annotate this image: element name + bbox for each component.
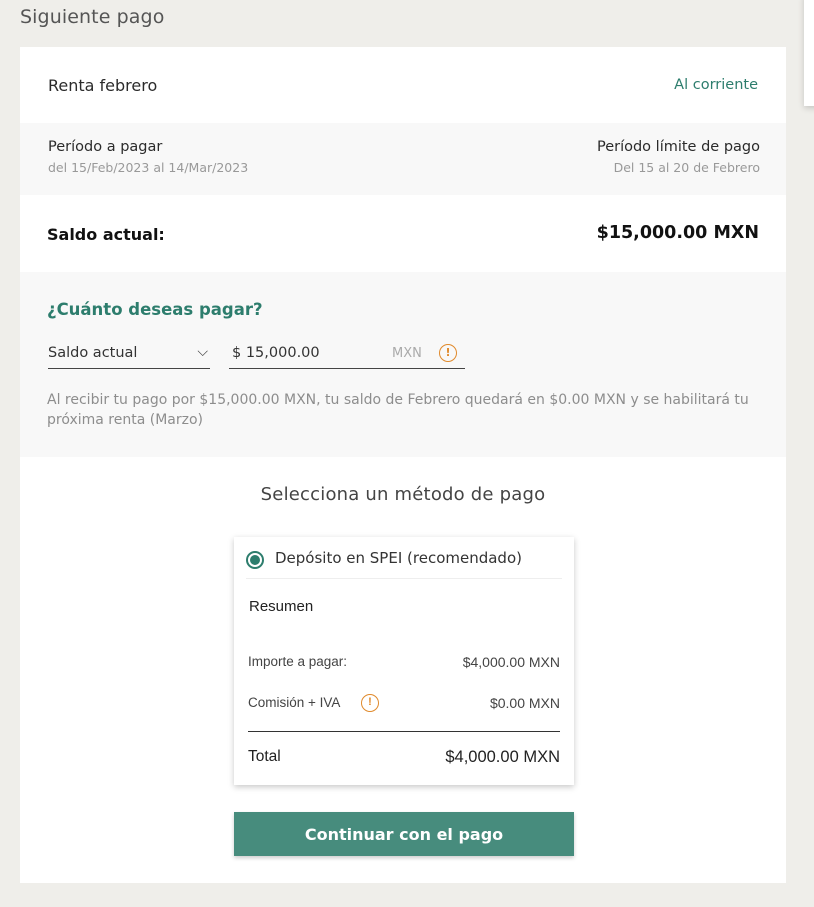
limit-period-value: Del 15 al 20 de Febrero <box>613 160 760 175</box>
amount-option-value: Saldo actual <box>48 345 138 361</box>
pay-period <box>48 139 248 175</box>
payment-method-card <box>234 537 574 785</box>
amount-section <box>20 272 786 457</box>
period-row <box>20 123 786 195</box>
amount-option-select[interactable] <box>48 344 210 369</box>
limit-period <box>597 139 760 175</box>
commission-label: Comisión + IVA <box>248 695 341 710</box>
amount-input[interactable] <box>229 344 465 369</box>
balance-label: Saldo actual: <box>47 225 165 244</box>
rent-name: Renta febrero <box>48 76 158 95</box>
import-value: $4,000.00 MXN <box>462 654 560 670</box>
total-label: Total <box>248 748 281 765</box>
status-badge: Al corriente <box>674 77 758 93</box>
continue-payment-button[interactable]: Continuar con el pago <box>234 812 574 856</box>
pay-period-value: del 15/Feb/2023 al 14/Mar/2023 <box>48 160 249 175</box>
summary-title: Resumen <box>249 598 314 615</box>
balance-value: $15,000.00 MXN <box>596 223 759 243</box>
payment-note: Al recibir tu pago por $15,000.00 MXN, tu saldo de Febrero quedará en $0.00 MXN y se habilitará tu próxima renta (Marzo) <box>47 392 749 428</box>
warning-circle-icon[interactable]: ! <box>361 694 379 712</box>
balance-row <box>20 195 786 272</box>
divider <box>248 731 560 732</box>
payment-option-spei[interactable] <box>246 537 562 579</box>
amount-question: ¿Cuánto deseas pagar? <box>47 300 263 319</box>
warning-circle-icon[interactable]: ! <box>439 344 457 362</box>
radio-selected-icon[interactable] <box>246 551 264 569</box>
pay-period-label: Período a pagar <box>48 139 163 155</box>
payment-option-label: Depósito en SPEI (recomendado) <box>275 549 522 567</box>
chevron-down-icon: ⌵ <box>197 344 208 360</box>
payment-card <box>20 47 786 883</box>
payment-method-title: Selecciona un método de pago <box>260 484 546 505</box>
page-title: Siguiente pago <box>20 6 165 28</box>
total-value: $4,000.00 MXN <box>445 748 560 766</box>
rent-row <box>20 47 786 123</box>
import-label: Importe a pagar: <box>248 654 348 669</box>
commission-value: $0.00 MXN <box>489 695 560 711</box>
currency-label: MXN <box>392 346 422 361</box>
amount-input-value: $ 15,000.00 <box>232 345 320 361</box>
limit-period-label: Período límite de pago <box>596 139 760 155</box>
side-panel <box>804 0 814 106</box>
